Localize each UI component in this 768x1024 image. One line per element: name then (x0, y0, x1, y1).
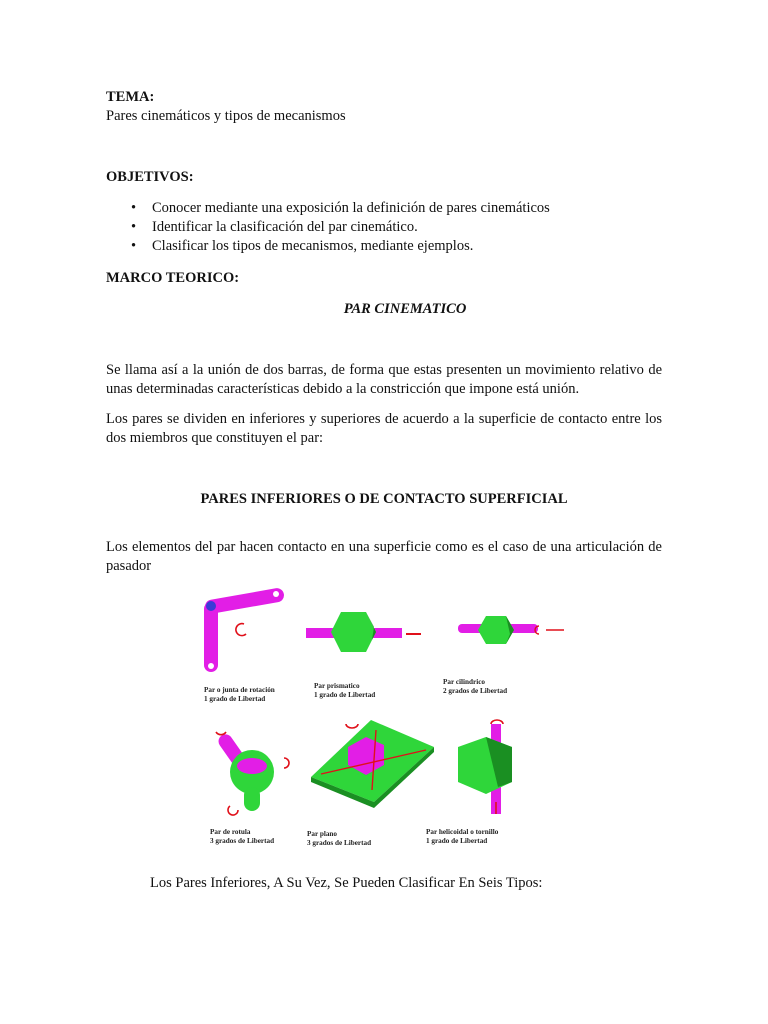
caption-ball-joint: Par de rotula 3 grados de Libertad (210, 828, 275, 845)
paragraph-pares-inferiores: Los elementos del par hacen contacto en una superficie como es el caso de una articulación de pasador (106, 539, 662, 574)
paragraph-classification: Los pares se dividen en inferiores y superiores de acuerdo a la superficie de contacto entre los dos miembros que constituyen el par: (106, 411, 662, 446)
marco-heading: MARCO TEORICO: (106, 270, 240, 286)
planar-pair-illustration (311, 720, 434, 808)
list-item: • Clasificar los tipos de mecanismos, mediante ejemplos. (131, 238, 474, 254)
par-cinematico-title: PAR CINEMATICO (343, 301, 467, 317)
caption-cylindrical: Par cilindrico 2 grados de Libertad (443, 678, 508, 695)
bullet-icon: • (131, 238, 137, 254)
list-item: • Identificar la clasificación del par cinemático. (131, 219, 418, 235)
tema-text: Pares cinemáticos y tipos de mecanismos (106, 108, 346, 124)
kinematic-pairs-illustration (196, 582, 576, 854)
paragraph-definition: Se llama así a la unión de dos barras, de forma que estas presenten un movimiento relativo de unas determinadas características debido a la constricción que impone está unión. (106, 362, 662, 397)
cylindrical-pair-illustration (458, 616, 564, 644)
caption-prismatic: Par prismatico 1 grado de Libertad (314, 682, 376, 699)
caption-planar: Par plano 3 grados de Libertad (307, 830, 372, 847)
objetivos-list (106, 199, 550, 256)
tema-heading: TEMA: (106, 89, 155, 105)
helical-pair-illustration (458, 720, 512, 814)
bullet-icon: • (131, 200, 137, 216)
bullet-icon: • (131, 219, 137, 235)
pares-inferiores-heading: PARES INFERIORES O DE CONTACTO SUPERFICIAL (200, 491, 568, 507)
ball-joint-illustration (216, 732, 289, 815)
closing-sentence: Los Pares Inferiores, A Su Vez, Se Pueden Clasificar En Seis Tipos: (150, 875, 543, 891)
caption-revolute: Par o junta de rotación 1 grado de Libertad (204, 686, 275, 703)
prismatic-pair-illustration (306, 612, 421, 652)
objetivos-heading: OBJETIVOS: (106, 169, 194, 185)
revolute-joint-illustration (204, 587, 285, 672)
caption-helical: Par helicoidal o tornillo 1 grado de Libertad (426, 828, 499, 845)
kinematic-pairs-figure (196, 582, 576, 854)
list-item: • Conocer mediante una exposición la definición de pares cinemáticos (131, 200, 550, 216)
